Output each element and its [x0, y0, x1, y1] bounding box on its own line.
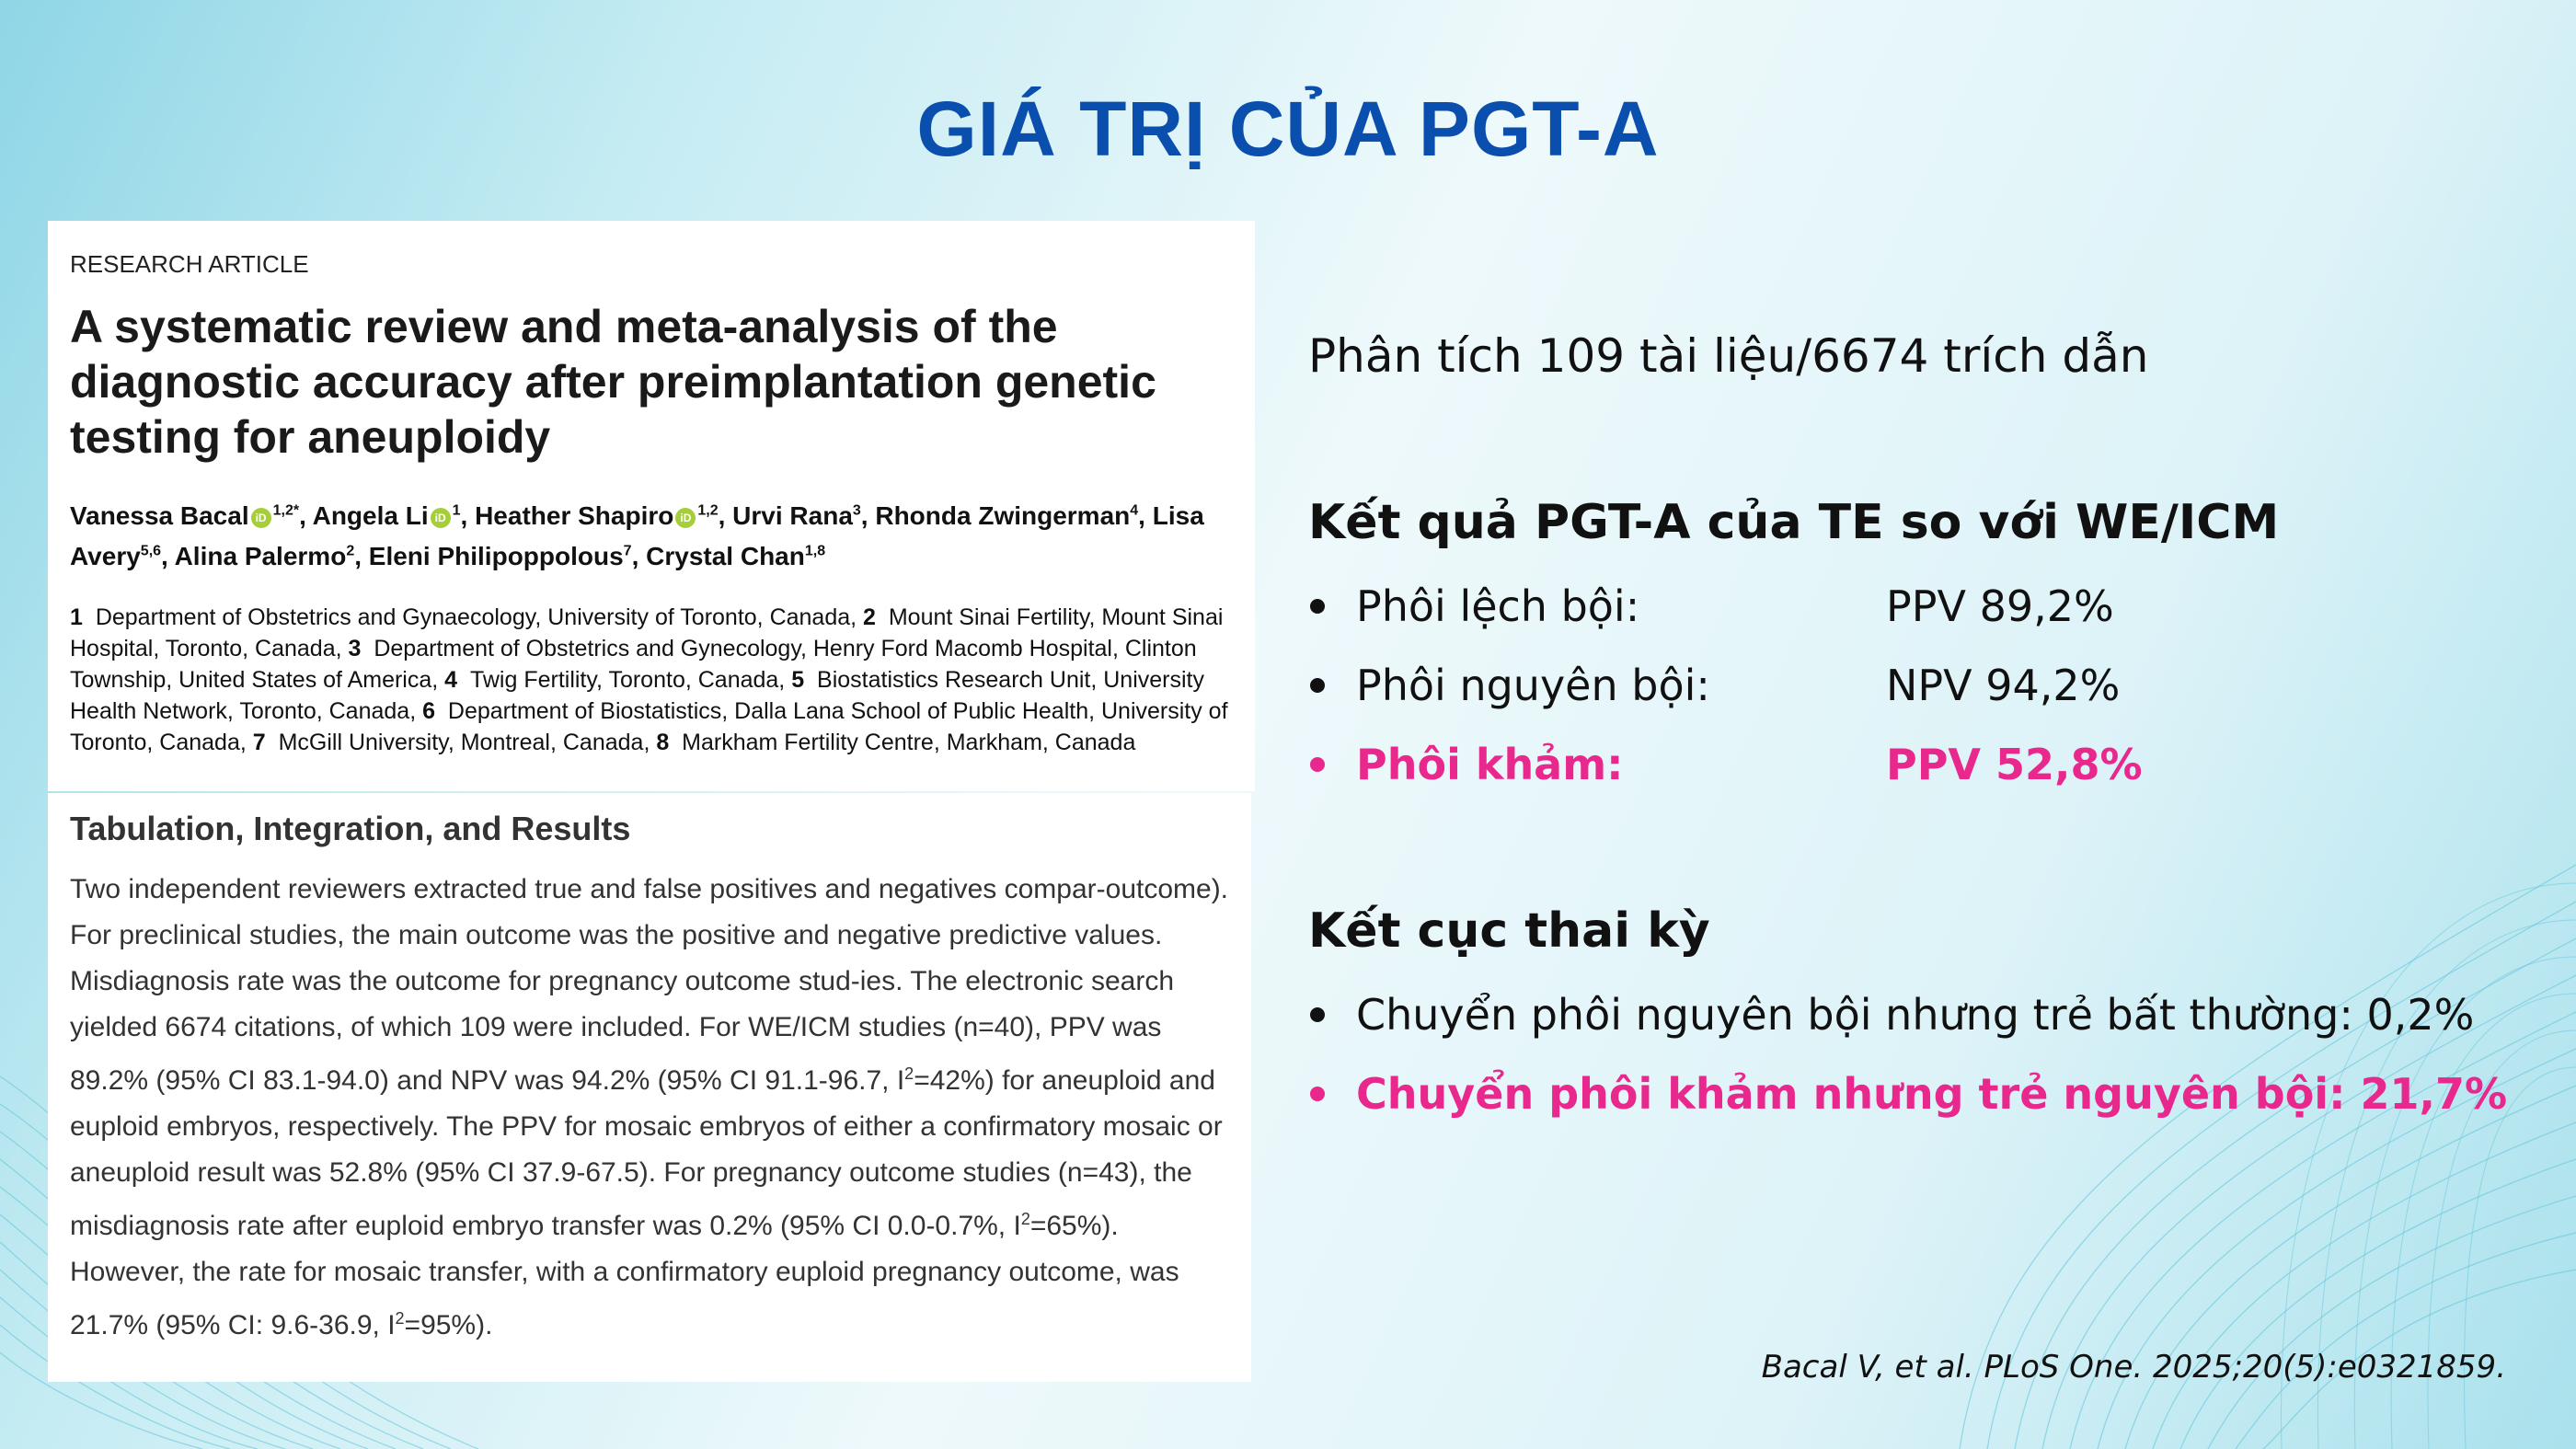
slide-title: GIÁ TRỊ CỦA PGT-A	[916, 86, 1660, 172]
results-section-heading: Tabulation, Integration, and Results	[70, 810, 631, 847]
list-item-highlight	[1310, 740, 2143, 789]
author: Crystal Chan$^{1,8}$	[646, 541, 826, 570]
list-item-label: Phôi nguyên bội:	[1356, 661, 1710, 710]
list-item-text: Chuyển phôi nguyên bội nhưng trẻ bất thường: 0,2%	[1356, 990, 2475, 1040]
list-item-highlight	[1310, 1069, 2507, 1119]
paper-title: A systematic review and meta-analysis of the diagnostic accuracy after preimplantation genetic testing for aneuploidy	[70, 301, 1156, 463]
results-abstract-text: Two independent reviewers extracted true and false positives and negatives compar-outcome). For preclinical studies, the main outcome was the positive and negative predictive values. Misdiagnosis rate was the outcome for pregnancy outcome stud-ies. The electronic search yielded 6674 citations, of which 109 were included. For WE/ICM studies (n=40), PPV was 89.2% (95% CI 83.1-94.0) and NPV was 94.2% (95% CI 91.1-96.7, $I^2=42\%$) for aneuploid and euploid embryos, respectively. The PPV for mosaic embryos of either a confirmatory mosaic or aneuploid result was 52.8% (95% CI 37.9-67.5). For pregnancy outcome studies (n=43), the misdiagnosis rate after euploid embryo transfer was 0.2% (95% CI 0.0-0.7%, $I^2=65\%$). However, the rate for mosaic transfer, with a confirmatory euploid pregnancy outcome, was 21.7% (95% CI: 9.6-36.9, $I^2=95\%$).	[70, 874, 1229, 1340]
citation-text: Bacal V, et al. PLoS One. 2025;20(5):e0321859.	[1761, 1349, 2506, 1386]
bullet-icon	[1310, 1087, 1325, 1101]
author: Rhonda Zwingerman$^4$,	[875, 501, 1153, 531]
author: Angela Li iD $^1$,	[312, 501, 476, 531]
pgt-a-results-heading: Kết quả PGT-A của TE so với WE/ICM	[1308, 495, 2280, 550]
author: Lisa Avery$^{5,6}$,	[70, 501, 1204, 570]
list-item-text: Chuyển phôi khảm nhưng trẻ nguyên bội: 21,7%	[1356, 1069, 2508, 1119]
bullet-icon	[1310, 678, 1325, 693]
author: Heather Shapiro iD $^{1,2}$,	[475, 501, 733, 531]
affiliation-list: 1 Department of Obstetrics and Gynaecology, University of Toronto, Canada, 2 Mount Sinai Fertility, Mount Sinai Hospital, Toronto, Canada, 3 Department of Obstetrics and Gynecology, Henry Ford Macomb Hospital, Clinton Township, United States of America, 4 Twig Fertility, Toronto, Canada, 5 Biostatistics Research Unit, University Health Network, Toronto, Canada, 6 Department of Biostatistics, Dalla Lana School of Public Health, University of Toronto, Canada, 7 McGill University, Montreal, Canada, 8 Markham Fertility Centre, Markham, Canada	[70, 604, 1228, 755]
list-item-value: NPV 94,2%	[1886, 661, 2121, 710]
analysis-summary-text: Phân tích 109 tài liệu/6674 trích dẫn	[1308, 329, 2149, 383]
orcid-icon: iD	[431, 508, 451, 528]
bullet-icon	[1310, 599, 1325, 614]
paper-header-panel	[48, 221, 1255, 791]
author: Eleni Philipoppolous$^7$,	[368, 541, 647, 570]
author: Vanessa Bacal iD $^{1,2*}$,	[70, 501, 313, 531]
bullet-icon	[1310, 757, 1325, 772]
author: Urvi Rana$^3$,	[732, 501, 876, 531]
article-type-label: RESEARCH ARTICLE	[70, 250, 309, 278]
list-item	[1310, 661, 2120, 710]
list-item-value: PPV 89,2%	[1886, 581, 2114, 631]
list-item-value: PPV 52,8%	[1886, 740, 2143, 789]
list-item-label: Phôi khảm:	[1356, 740, 1624, 789]
author: Alina Palermo$^2$,	[174, 541, 369, 570]
orcid-icon: iD	[675, 508, 696, 528]
author-list	[70, 494, 1233, 574]
paper-results-panel	[48, 793, 1251, 1382]
list-item-label: Phôi lệch bội:	[1356, 581, 1640, 631]
list-item	[1310, 581, 2114, 631]
pregnancy-outcome-heading: Kết cục thai kỳ	[1308, 903, 1710, 959]
list-item	[1310, 990, 2474, 1040]
orcid-icon: iD	[251, 508, 271, 528]
bullet-icon	[1310, 1007, 1325, 1022]
